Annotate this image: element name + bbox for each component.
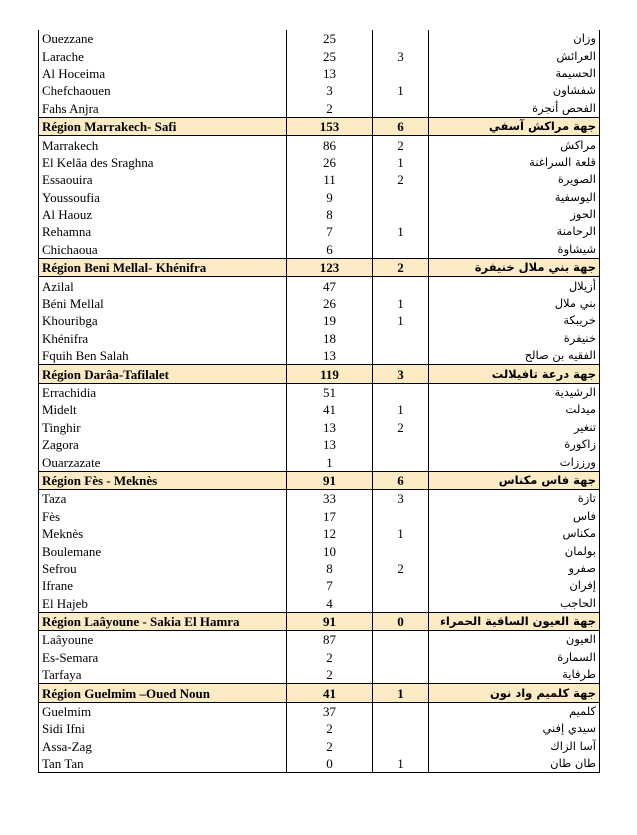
name-arabic: تازة [429, 490, 600, 508]
name-arabic: خريبكة [429, 312, 600, 329]
province-row [39, 755, 600, 773]
province-row [39, 383, 600, 401]
province-row [39, 490, 600, 508]
name-arabic: قلعة السراغنة [429, 154, 600, 171]
name-french: Région Darâa-Tafilalet [39, 365, 287, 383]
total-value: 7 [287, 223, 373, 240]
name-arabic: الفحص أنجرة [429, 100, 600, 118]
total-value: 12 [287, 525, 373, 542]
secondary-value [373, 189, 429, 206]
name-arabic: العيون [429, 631, 600, 649]
name-arabic: شيشاوة [429, 241, 600, 259]
total-value: 91 [287, 612, 373, 630]
name-arabic: بني ملال [429, 295, 600, 312]
name-arabic: الحاجب [429, 595, 600, 613]
secondary-value: 6 [373, 471, 429, 489]
province-row [39, 542, 600, 559]
name-arabic: تنغير [429, 419, 600, 436]
name-arabic: الصويرة [429, 171, 600, 188]
name-arabic: طان طان [429, 755, 600, 773]
name-french: El Kelâa des Sraghna [39, 154, 287, 171]
name-french: Laâyoune [39, 631, 287, 649]
province-row [39, 223, 600, 240]
name-french: Fquih Ben Salah [39, 347, 287, 365]
total-value: 33 [287, 490, 373, 508]
name-french: Fahs Anjra [39, 100, 287, 118]
name-french: Fès [39, 508, 287, 525]
province-row [39, 241, 600, 259]
name-french: Meknès [39, 525, 287, 542]
province-row [39, 560, 600, 577]
secondary-value [373, 702, 429, 720]
province-row [39, 631, 600, 649]
secondary-value [373, 347, 429, 365]
total-value: 25 [287, 30, 373, 47]
secondary-value: 1 [373, 401, 429, 418]
name-french: Youssoufia [39, 189, 287, 206]
secondary-value: 1 [373, 295, 429, 312]
name-french: Midelt [39, 401, 287, 418]
region-row [39, 259, 600, 277]
secondary-value [373, 277, 429, 295]
name-french: Ouarzazate [39, 453, 287, 471]
secondary-value [373, 595, 429, 613]
total-value: 13 [287, 65, 373, 82]
total-value: 91 [287, 471, 373, 489]
secondary-value: 2 [373, 259, 429, 277]
province-row [39, 738, 600, 755]
province-row [39, 312, 600, 329]
secondary-value: 2 [373, 560, 429, 577]
name-arabic: الرحامنة [429, 223, 600, 240]
secondary-value: 2 [373, 136, 429, 154]
secondary-value [373, 666, 429, 684]
name-french: Chefchaouen [39, 82, 287, 99]
region-row [39, 612, 600, 630]
secondary-value: 6 [373, 117, 429, 135]
total-value: 6 [287, 241, 373, 259]
total-value: 13 [287, 419, 373, 436]
province-row [39, 436, 600, 453]
total-value: 8 [287, 560, 373, 577]
province-row [39, 720, 600, 737]
secondary-value [373, 631, 429, 649]
name-arabic: فاس [429, 508, 600, 525]
name-arabic: الرشيدية [429, 383, 600, 401]
secondary-value [373, 65, 429, 82]
total-value: 3 [287, 82, 373, 99]
table-body [39, 30, 600, 773]
total-value: 153 [287, 117, 373, 135]
secondary-value: 1 [373, 82, 429, 99]
total-value: 26 [287, 154, 373, 171]
name-french: Région Marrakech- Safi [39, 117, 287, 135]
region-row [39, 471, 600, 489]
total-value: 1 [287, 453, 373, 471]
total-value: 41 [287, 401, 373, 418]
name-arabic: الحوز [429, 206, 600, 223]
name-arabic: ميدلت [429, 401, 600, 418]
statistics-table [38, 30, 600, 773]
total-value: 11 [287, 171, 373, 188]
secondary-value [373, 30, 429, 47]
total-value: 13 [287, 347, 373, 365]
name-arabic: ورززات [429, 453, 600, 471]
secondary-value [373, 542, 429, 559]
name-arabic: زاكورة [429, 436, 600, 453]
region-row [39, 684, 600, 702]
secondary-value: 1 [373, 525, 429, 542]
name-french: Région Beni Mellal- Khénifra [39, 259, 287, 277]
province-row [39, 277, 600, 295]
province-row [39, 189, 600, 206]
secondary-value [373, 436, 429, 453]
secondary-value: 2 [373, 171, 429, 188]
name-arabic: بولمان [429, 542, 600, 559]
name-arabic: اليوسفية [429, 189, 600, 206]
total-value: 51 [287, 383, 373, 401]
name-french: Taza [39, 490, 287, 508]
name-arabic: صفرو [429, 560, 600, 577]
province-row [39, 508, 600, 525]
total-value: 9 [287, 189, 373, 206]
province-row [39, 330, 600, 347]
name-french: Sefrou [39, 560, 287, 577]
name-french: Khouribga [39, 312, 287, 329]
province-row [39, 649, 600, 666]
province-row [39, 595, 600, 613]
name-french: Béni Mellal [39, 295, 287, 312]
total-value: 2 [287, 649, 373, 666]
name-arabic: جهة العيون الساقية الحمراء [429, 612, 600, 630]
total-value: 47 [287, 277, 373, 295]
secondary-value [373, 206, 429, 223]
name-arabic: جهة كلميم واد نون [429, 684, 600, 702]
name-french: Marrakech [39, 136, 287, 154]
secondary-value [373, 508, 429, 525]
secondary-value: 3 [373, 365, 429, 383]
province-row [39, 171, 600, 188]
name-french: Errachidia [39, 383, 287, 401]
name-arabic: مراكش [429, 136, 600, 154]
name-arabic: السمارة [429, 649, 600, 666]
total-value: 2 [287, 666, 373, 684]
region-row [39, 117, 600, 135]
secondary-value: 3 [373, 490, 429, 508]
name-french: Boulemane [39, 542, 287, 559]
province-row [39, 30, 600, 47]
name-arabic: وزان [429, 30, 600, 47]
secondary-value: 0 [373, 612, 429, 630]
total-value: 2 [287, 720, 373, 737]
total-value: 2 [287, 738, 373, 755]
total-value: 7 [287, 577, 373, 594]
secondary-value [373, 100, 429, 118]
name-arabic: جهة بني ملال خنيفرة [429, 259, 600, 277]
province-row [39, 136, 600, 154]
name-arabic: أزيلال [429, 277, 600, 295]
name-french: Région Guelmim –Oued Noun [39, 684, 287, 702]
name-arabic: العرائش [429, 47, 600, 64]
name-french: Tinghir [39, 419, 287, 436]
name-french: Sidi Ifni [39, 720, 287, 737]
total-value: 86 [287, 136, 373, 154]
province-row [39, 347, 600, 365]
secondary-value: 1 [373, 312, 429, 329]
name-arabic: سيدي إفني [429, 720, 600, 737]
secondary-value: 1 [373, 755, 429, 773]
name-arabic: جهة درعة تافيلالت [429, 365, 600, 383]
total-value: 123 [287, 259, 373, 277]
name-french: Azilal [39, 277, 287, 295]
name-arabic: طرفاية [429, 666, 600, 684]
name-french: Essaouira [39, 171, 287, 188]
province-row [39, 453, 600, 471]
name-french: Tan Tan [39, 755, 287, 773]
secondary-value: 1 [373, 154, 429, 171]
province-row [39, 100, 600, 118]
total-value: 87 [287, 631, 373, 649]
total-value: 10 [287, 542, 373, 559]
secondary-value [373, 241, 429, 259]
total-value: 26 [287, 295, 373, 312]
total-value: 13 [287, 436, 373, 453]
total-value: 37 [287, 702, 373, 720]
name-arabic: شفشاون [429, 82, 600, 99]
name-french: Khénifra [39, 330, 287, 347]
name-french: Région Laâyoune - Sakia El Hamra [39, 612, 287, 630]
name-french: Tarfaya [39, 666, 287, 684]
name-arabic: جهة فاس مكناس [429, 471, 600, 489]
name-french: Région Fès - Meknès [39, 471, 287, 489]
total-value: 8 [287, 206, 373, 223]
total-value: 2 [287, 100, 373, 118]
secondary-value [373, 453, 429, 471]
name-french: Guelmim [39, 702, 287, 720]
name-french: Assa-Zag [39, 738, 287, 755]
province-row [39, 154, 600, 171]
total-value: 25 [287, 47, 373, 64]
region-row [39, 365, 600, 383]
province-row [39, 525, 600, 542]
name-arabic: الحسيمة [429, 65, 600, 82]
secondary-value [373, 383, 429, 401]
total-value: 0 [287, 755, 373, 773]
name-arabic: خنيفرة [429, 330, 600, 347]
total-value: 18 [287, 330, 373, 347]
name-french: El Hajeb [39, 595, 287, 613]
secondary-value [373, 577, 429, 594]
name-arabic: الفقيه بن صالح [429, 347, 600, 365]
province-row [39, 295, 600, 312]
province-row [39, 666, 600, 684]
name-french: Zagora [39, 436, 287, 453]
name-french: Al Hoceima [39, 65, 287, 82]
name-arabic: كلميم [429, 702, 600, 720]
total-value: 41 [287, 684, 373, 702]
name-french: Rehamna [39, 223, 287, 240]
name-french: Larache [39, 47, 287, 64]
name-arabic: آسا الزاك [429, 738, 600, 755]
secondary-value: 1 [373, 684, 429, 702]
name-arabic: جهة مراكش آسفي [429, 117, 600, 135]
name-french: Al Haouz [39, 206, 287, 223]
secondary-value [373, 738, 429, 755]
secondary-value [373, 649, 429, 666]
province-row [39, 65, 600, 82]
secondary-value: 2 [373, 419, 429, 436]
province-row [39, 47, 600, 64]
total-value: 4 [287, 595, 373, 613]
secondary-value: 3 [373, 47, 429, 64]
province-row [39, 419, 600, 436]
name-french: Ifrane [39, 577, 287, 594]
secondary-value [373, 720, 429, 737]
province-row [39, 401, 600, 418]
total-value: 17 [287, 508, 373, 525]
secondary-value: 1 [373, 223, 429, 240]
total-value: 119 [287, 365, 373, 383]
secondary-value [373, 330, 429, 347]
province-row [39, 206, 600, 223]
name-french: Es-Semara [39, 649, 287, 666]
province-row [39, 82, 600, 99]
province-row [39, 702, 600, 720]
name-french: Ouezzane [39, 30, 287, 47]
total-value: 19 [287, 312, 373, 329]
name-arabic: مكناس [429, 525, 600, 542]
province-row [39, 577, 600, 594]
name-french: Chichaoua [39, 241, 287, 259]
name-arabic: إفران [429, 577, 600, 594]
